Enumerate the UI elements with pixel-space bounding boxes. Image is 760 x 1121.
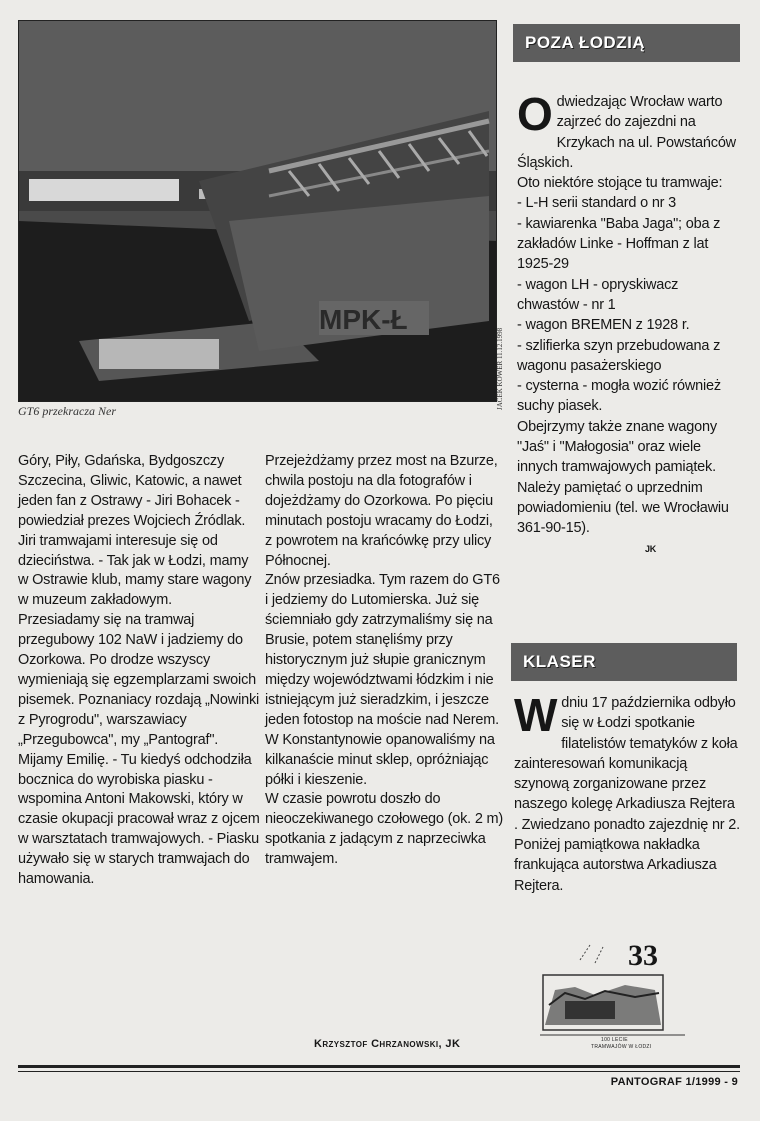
photo-drawing — [19, 21, 496, 401]
klaser-text: dniu 17 października odbyło się w Łodzi spotkanie filatelistów tematyków z koła zainteresowań komunikacją szynową zorganizowane przez naszego kolegę Arkadiusza Rejtera . Zwiedzano ponadto zajezdnię nr 2. Poniżej pamiątkowa nakładka frankująca autorstwa Arkadiusza Rejtera. — [514, 695, 740, 894]
photo-caption: GT6 przekracza Ner — [18, 404, 116, 418]
article-column-2 — [265, 452, 503, 870]
page-footer: PANTOGRAF 1/1999 - 9 — [610, 1076, 738, 1088]
article-column-1 — [18, 452, 262, 890]
stamp-caption-2: TRAMWAJÓW W ŁODZI — [591, 1044, 652, 1050]
article-text-1: Góry, Piły, Gdańska, Bydgoszczy Szczecina, Gliwic, Katowic, a nawet jeden fan z Ostrawy - Jiri Bohacek - powiedział prezes Wojciech Źródlak. Jiri tramwajami interesuje się od dzieciństwa. - Tak jak w Łodzi, mamy w Ostrawie klub, mamy stare wagony w muzeum zakładowym. Przesiadamy się na tramwaj przegubowy 102 NaW i jadziemy do Ozorkowa. Po drodze wszyscy wymieniają się egzemplarzami swoich pisemek. Poznaniacy rozdają „Nowinki z Pyrogrodu", warszawiacy „Przegubowca", my „Pantograf". Mijamy Emilię. - Tu kiedyś odchodziła bocznica do wyrobiska piasku - wspomina Antoni Makowski, który w czasie okupacji pracował wraz z ojcem w warsztatach tramwajowych. - Piasku używało się w starych tramwajach do hamowania. — [18, 453, 260, 888]
footer-rule-thin — [18, 1071, 740, 1072]
footer-rule-thick — [18, 1065, 740, 1068]
commemorative-stamp — [535, 935, 700, 1060]
poza-lodzia-column — [517, 88, 742, 559]
author-initials: JK — [645, 543, 657, 554]
tram-bridge-photo — [18, 20, 497, 402]
poza-lodzia-text: dwiedzając Wrocław warto zajrzeć do zajezdni na Krzykach na ul. Powstańców Śląskich. Oto niektóre stojące tu tramwaje: - L-H serii standard o nr 3 - kawiarenka "Baba Jaga"; oba z zakładów Linke - Hoffman z lat 1925-29 - wagon LH - opryskiwacz chwastów - nr 1 - wagon BREMEN z 1928 r. - szlifierka szyn przebudowana z wagonu pasażerskiego - cysterna - mogła wozić również suchy piasek. Obejrzymy także znane wagony "Jaś" i "Małogosia" oraz wiele innych tramwajowych pamiątek. Należy pamiętać o uprzednim powiadomieniu (tel. we Wrocławiu 361-90-15). — [517, 94, 736, 537]
dropcap-w: W — [514, 689, 558, 741]
stamp-caption-1: 100 LECIE — [601, 1037, 628, 1043]
section-heading-poza-lodzia: POZA ŁODZIĄ — [513, 24, 740, 62]
stamp-number: 33 — [628, 939, 658, 972]
article-byline: Krzysztof Chrzanowski, JK — [314, 1038, 461, 1050]
article-text-2: Przejeżdżamy przez most na Bzurze, chwila postoju na dla fotografów i dojeżdżamy do Ozorkowa. Po pięciu minutach postoju wracamy do Łodzi, z powrotem na krańcówkę przy ulicy Północnej. Znów przesiadka. Tym razem do GT6 i jedziemy do Lutomierska. Już się ściemniało gdy zatrzymaliśmy się na Brusie, potem stanęliśmy przy historycznym już słupie granicznym między województwami łódzkim i nie istniejącym już sieradzkim, i jeszcze jeden fotostop na moście nad Nerem. W Konstantynowie opanowaliśmy na kilkanaście minut sklep, opróżniając półki i kieszenie. W czasie powrotu doszło do nieoczekiwanego czołowego (ok. 2 m) spotkania z jadącym z naprzeciwka tramwajem. — [265, 453, 504, 868]
photo-credit: JACEK KOWER 11.12.1998 — [496, 327, 504, 410]
section-heading-klaser: KLASER — [511, 643, 737, 681]
dropcap-o: O — [517, 88, 553, 140]
klaser-column — [514, 689, 740, 896]
tram-sign-text: MPK-Ł — [319, 304, 408, 335]
